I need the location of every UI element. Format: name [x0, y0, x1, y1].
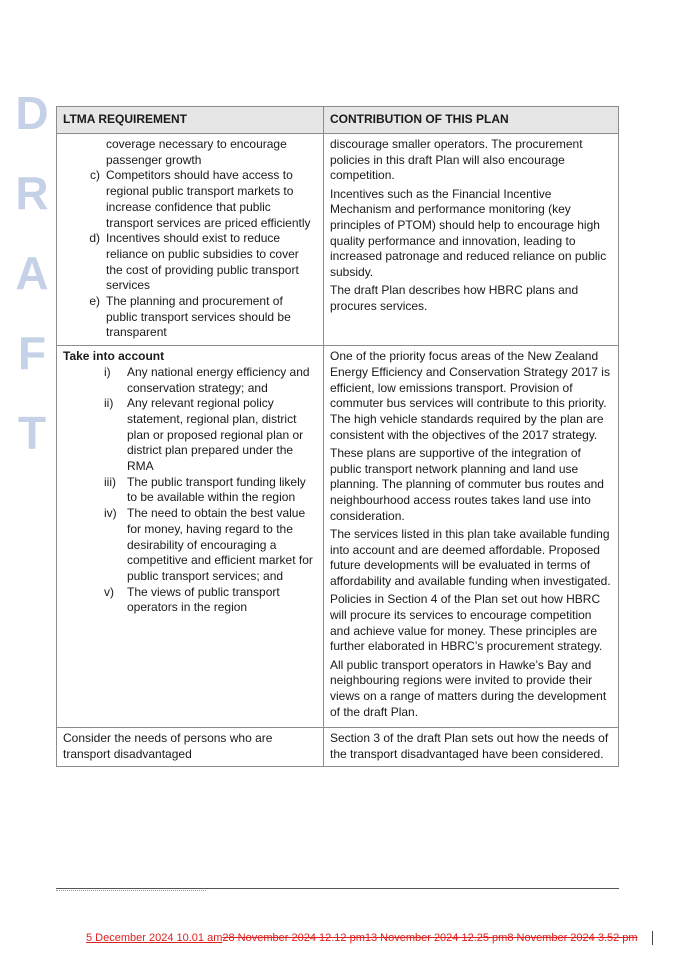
list-continuation: coverage necessary to encourage passenger growth — [106, 137, 287, 167]
watermark-letter: R — [15, 167, 49, 219]
footer-divider-dotted — [56, 890, 206, 891]
list-marker: e) — [89, 294, 100, 309]
list-item-text: Incentives should exist to reduce reliance on public subsidies to cover the cost of providing public transport services — [106, 231, 299, 293]
list-item-text: The planning and procurement of public transport services should be transparent — [106, 294, 291, 340]
change-bar — [652, 931, 653, 945]
contribution-cell: Section 3 of the draft Plan sets out how the needs of the transport disadvantaged have been considered. — [324, 727, 619, 766]
list-item-text: Any national energy efficiency and conservation strategy; and — [127, 364, 310, 395]
contribution-paragraph: These plans are supportive of the integration of public transport network planning and land use planning. The planning of commuter bus routes and neighbourhood access routes takes land use into consideration. — [330, 445, 604, 523]
list-marker: d) — [89, 231, 100, 246]
list-marker: v) — [104, 584, 114, 599]
watermark-letter: A — [15, 247, 49, 299]
list-item-text: The public transport funding likely to be available within the region — [127, 474, 306, 505]
list-item — [63, 231, 317, 294]
list-marker: ii) — [104, 396, 114, 411]
list-marker: c) — [90, 168, 100, 183]
contribution-paragraph: One of the priority focus areas of the New Zealand Energy Efficiency and Conservation Strategy 2017 is efficient, low emissions transport. Provision of commuter bus services will contribute to this priority. The high vehicle standards required by the plan are consistent with the objectives of the 2017 strategy. — [330, 349, 610, 442]
requirement-cell — [57, 134, 324, 346]
list-item — [63, 506, 317, 585]
list-marker: iv) — [104, 506, 117, 521]
requirement-cell — [57, 346, 324, 728]
contribution-cell — [324, 346, 619, 728]
current-date: 5 December 2024 10.01 am — [86, 932, 223, 944]
list-item-text: Competitors should have access to regional public transport markets to increase confidence that public transport services are priced efficiently — [106, 168, 311, 230]
list-item-text: The views of public transport operators in the region — [127, 584, 280, 615]
requirement-cell: Consider the needs of persons who are transport disadvantaged — [57, 727, 324, 766]
contribution-cell — [324, 134, 619, 346]
contribution-paragraph: The draft Plan describes how HBRC plans and procures services. — [330, 283, 579, 314]
table-row — [57, 727, 619, 766]
contribution-paragraph: Incentives such as the Financial Incentive Mechanism and performance monitoring (key principles of PTOM) should help to encourage high quality performance and innovation, leading to increased patronage and reduced reliance on public subsidy. — [330, 186, 607, 280]
list-item — [63, 294, 317, 341]
header-contribution: CONTRIBUTION OF THIS PLAN — [324, 107, 619, 134]
footer-revision-date — [86, 932, 638, 944]
table-row — [57, 346, 619, 728]
list-item — [63, 396, 317, 475]
list-marker: i) — [104, 364, 111, 379]
table-row — [57, 134, 619, 346]
ltma-requirements-table — [56, 106, 619, 767]
draft-watermark — [10, 87, 54, 490]
contribution-paragraph: The services listed in this plan take available funding into account and are deemed affordable. Proposed future developments will be evaluated in terms of affordability and available funding when investigated. — [330, 526, 611, 588]
list-item — [63, 585, 317, 616]
list-item — [63, 168, 317, 231]
table-header-row — [57, 107, 619, 134]
contribution-paragraph: All public transport operators in Hawke’s Bay and neighbouring regions were invited to provide their views on a range of matters during the development of the draft Plan. — [330, 657, 607, 719]
requirement-title: Take into account — [63, 349, 165, 364]
contribution-paragraph: discourage smaller operators. The procurement policies in this draft Plan will also encourage competition. — [330, 137, 583, 183]
footer-divider — [56, 888, 619, 889]
contribution-paragraph: Policies in Section 4 of the Plan set out how HBRC will procure its services to encourage competition and achieve value for money. These principles are further elaborated in HBRC’s procurement strategy. — [330, 592, 603, 654]
list-item — [63, 365, 317, 396]
watermark-letter: F — [17, 327, 47, 379]
list-marker: iii) — [104, 474, 116, 489]
list-item-text: The need to obtain the best value for money, having regard to the desirability of encouraging a competitive and efficient market for public transport services; and — [127, 506, 313, 583]
deleted-dates: 28 November 2024 12.12 pm13 November 2024 12.25 pm8 November 2024 3.52 pm — [222, 932, 638, 944]
watermark-letter: D — [15, 87, 49, 139]
list-item-text: Any relevant regional policy statement, regional plan, district plan or proposed regional plan or district plan prepared under the RMA — [127, 396, 304, 474]
list-item — [63, 475, 317, 506]
header-ltma-requirement: LTMA REQUIREMENT — [57, 107, 324, 134]
watermark-letter: T — [17, 407, 47, 459]
